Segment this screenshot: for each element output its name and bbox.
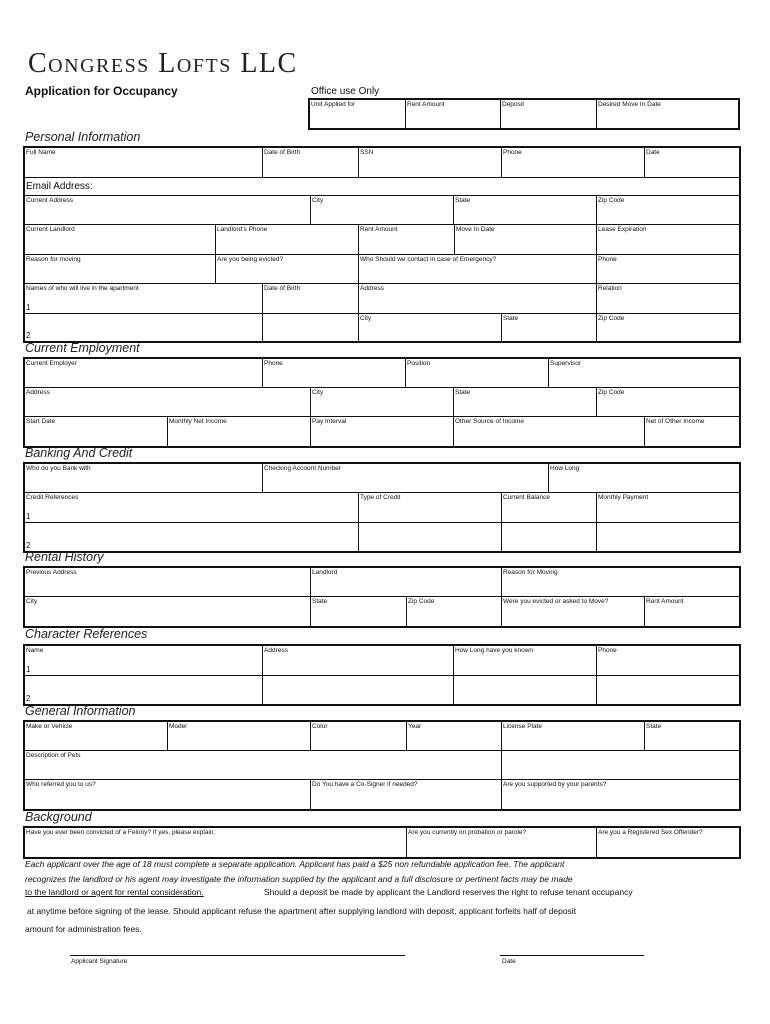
dob-field[interactable]	[263, 148, 359, 178]
office-deposit-label: Deposit	[502, 101, 525, 108]
prev-city-field[interactable]	[25, 597, 311, 626]
credit-type-label: Type of Credit	[360, 494, 401, 501]
general-box	[23, 720, 741, 811]
credit-ref-1-number: 1	[26, 512, 31, 521]
prev-rent-label: Rent Amount	[646, 598, 684, 605]
prev-rent-field[interactable]	[645, 597, 739, 626]
full-name-field[interactable]	[25, 148, 263, 178]
vehicle-model-field[interactable]	[168, 722, 311, 751]
vehicle-color-label: Color	[312, 723, 328, 730]
employer-phone-label: Phone	[264, 360, 283, 367]
state-field[interactable]	[454, 196, 597, 225]
office-movein-field[interactable]	[597, 100, 738, 128]
email-field[interactable]	[25, 178, 739, 196]
checking-field[interactable]	[263, 464, 549, 493]
vehicle-make-label: Make or Vehicle	[26, 723, 73, 730]
ssn-label: SSN	[360, 149, 374, 156]
payment-label: Monthly Payment	[598, 494, 649, 501]
emergency-phone-field[interactable]	[597, 255, 739, 284]
prev-reason-label: Reason for Moving	[503, 569, 558, 576]
occupant-1-dob-field[interactable]	[263, 284, 359, 314]
vehicle-make-field[interactable]	[25, 722, 168, 751]
position-label: Position	[407, 360, 431, 367]
email-label: Email Address:	[26, 181, 93, 192]
prev-state-field[interactable]	[311, 597, 407, 626]
occupant-1-number: 1	[26, 303, 31, 312]
occupant-1-field[interactable]	[25, 284, 263, 314]
vehicle-state-label: State	[646, 723, 662, 730]
office-use-box	[308, 98, 740, 130]
cosigner-label: Do You have a Co-Signer if needed?	[312, 781, 418, 788]
current-address-label: Current Address	[26, 197, 73, 204]
note-line-4: at anytime before signing of the lease. Should applicant refuse the apartment after supplying landlord with deposit, applicant forfeits half of deposit	[27, 906, 577, 916]
ref-2-number: 2	[26, 694, 31, 703]
bank-label: Who do you Bank with	[26, 465, 91, 472]
position-field[interactable]	[406, 359, 549, 388]
zip-label: Zip Code	[598, 197, 625, 204]
supported-label: Are you supported by your parents?	[503, 781, 607, 788]
dob-label: Date of Birth	[264, 149, 301, 156]
ref-phone-label: Phone	[598, 647, 617, 654]
employer-state-field[interactable]	[454, 388, 597, 417]
monthly-income-label: Monthly Net Income	[169, 418, 227, 425]
offender-label: Are you a Registered Sex Offender?	[598, 829, 703, 836]
relation-field[interactable]	[597, 284, 739, 314]
credit-type-2-field[interactable]	[359, 523, 502, 551]
emergency-contact-label: Who Should we contact in case of Emergency?	[360, 256, 497, 263]
net-other-field[interactable]	[645, 417, 739, 446]
employer-city-field[interactable]	[311, 388, 454, 417]
prev-zip-field[interactable]	[407, 597, 502, 626]
start-date-label: Start Date	[26, 418, 56, 425]
vehicle-year-label: Year	[408, 723, 422, 730]
section-background-heading: Background	[25, 810, 92, 824]
cosigner-field[interactable]	[311, 780, 502, 809]
rent-amount-label: Rent Amount	[360, 226, 398, 233]
signature-date-label: Date	[502, 958, 516, 965]
full-name-label: Full Name	[26, 149, 56, 156]
supported-field[interactable]	[502, 780, 739, 809]
employment-box	[23, 357, 741, 448]
balance-2-field[interactable]	[502, 523, 597, 551]
emergency-state-label: State	[503, 315, 519, 322]
employer-phone-field[interactable]	[263, 359, 406, 388]
occupant-2-dob-field[interactable]	[263, 314, 359, 341]
ref-1-number: 1	[26, 665, 31, 674]
note-line-1: Each applicant over the age of 18 must complete a separate application. Applicant has paid a $25 non refundable application fee. The applicant	[25, 859, 565, 869]
employer-field[interactable]	[25, 359, 263, 388]
ref-1-phone-field[interactable]	[597, 646, 739, 676]
note-line-5: amount for administration fees.	[25, 924, 142, 934]
emergency-phone-label: Phone	[598, 256, 617, 263]
employer-address-label: Address	[26, 389, 50, 396]
vehicle-color-field[interactable]	[311, 722, 407, 751]
office-unit-field[interactable]	[310, 100, 406, 128]
pay-interval-field[interactable]	[311, 417, 454, 446]
payment-2-field[interactable]	[597, 523, 739, 551]
relation-label: Relation	[598, 285, 622, 292]
landlord-phone-field[interactable]	[216, 225, 359, 255]
credit-type-1-field[interactable]	[359, 493, 502, 523]
prev-zip-label: Zip Code	[408, 598, 435, 605]
rental-box	[23, 566, 741, 628]
lease-exp-field[interactable]	[597, 225, 739, 255]
referred-field[interactable]	[25, 780, 311, 809]
landlord-phone-label: Landlord's Phone	[217, 226, 268, 233]
section-personal-heading: Personal Information	[25, 130, 141, 144]
license-plate-label: License Plate	[503, 723, 543, 730]
note-line-3a: to the landlord or agent for rental consideration.	[25, 887, 204, 897]
current-address-field[interactable]	[25, 196, 311, 225]
occupant-dob-label: Date of Birth	[264, 285, 301, 292]
license-plate-field[interactable]	[502, 722, 645, 751]
ref-2-phone-field[interactable]	[597, 676, 739, 704]
section-employment-heading: Current Employment	[25, 341, 140, 355]
move-in-label: Move In Date	[456, 226, 495, 233]
reason-moving-field[interactable]	[25, 255, 216, 284]
ref-1-known-field[interactable]	[454, 646, 597, 676]
ref-name-label: Name	[26, 647, 44, 654]
office-unit-label: Unit Applied for	[311, 101, 356, 108]
ref-2-known-field[interactable]	[454, 676, 597, 704]
lease-exp-label: Lease Expiration	[598, 226, 647, 233]
applicant-signature-label: Applicant Signature	[71, 958, 128, 965]
bank-field[interactable]	[25, 464, 263, 493]
current-landlord-field[interactable]	[25, 225, 216, 255]
office-movein-label: Desired Move In Date	[598, 101, 661, 108]
probation-label: Are you currently on probation or parole?	[408, 829, 527, 836]
section-rental-heading: Rental History	[25, 550, 104, 564]
vehicle-model-label: Model	[169, 723, 187, 730]
note-line-3b: Should a deposit be made by applicant the Landlord reserves the right to refuse tenant occupancy	[264, 887, 633, 897]
date-field[interactable]	[645, 148, 739, 178]
emergency-zip-field[interactable]	[597, 314, 739, 341]
credit-ref-1-field[interactable]	[25, 493, 359, 523]
prev-landlord-field[interactable]	[311, 568, 502, 597]
prev-reason-field[interactable]	[502, 568, 739, 597]
office-rent-field[interactable]	[406, 100, 501, 128]
employer-state-label: State	[455, 389, 471, 396]
prev-evicted-label: Were you evicted or asked to Move?	[503, 598, 609, 605]
employer-label: Current Employer	[26, 360, 77, 367]
ref-1-name-field[interactable]	[25, 646, 263, 676]
net-other-label: Net of Other Income	[646, 418, 705, 425]
ref-1-address-field[interactable]	[263, 646, 454, 676]
emergency-address-field[interactable]	[359, 284, 597, 314]
credit-refs-label: Credit References	[26, 494, 79, 501]
supervisor-field[interactable]	[549, 359, 739, 388]
balance-label: Current Balance	[503, 494, 550, 501]
bank-how-long-field[interactable]	[549, 464, 739, 493]
section-references-heading: Character References	[25, 627, 148, 641]
section-banking-heading: Banking And Credit	[25, 446, 133, 460]
credit-ref-2-number: 2	[26, 541, 31, 550]
zip-field[interactable]	[597, 196, 739, 225]
references-box	[23, 644, 741, 706]
ref-2-name-field[interactable]	[25, 676, 263, 704]
prev-state-label: State	[312, 598, 328, 605]
prev-address-label: Previous Address	[26, 569, 77, 576]
background-box	[23, 826, 741, 859]
employer-address-field[interactable]	[25, 388, 311, 417]
probation-field[interactable]	[407, 828, 597, 857]
prev-address-field[interactable]	[25, 568, 311, 597]
pets-extra-field[interactable]	[502, 751, 739, 780]
felony-label: Have you ever been convicted of a Felony? If yes, please explain:	[26, 829, 216, 836]
emergency-city-field[interactable]	[359, 314, 502, 341]
section-general-heading: General Information	[25, 704, 136, 718]
phone-field[interactable]	[502, 148, 645, 178]
banking-box	[23, 462, 741, 553]
signature-date-line[interactable]	[500, 955, 644, 956]
prev-landlord-label: Landlord	[312, 569, 338, 576]
vehicle-year-field[interactable]	[407, 722, 502, 751]
move-in-field[interactable]	[455, 225, 597, 255]
ref-address-label: Address	[264, 647, 288, 654]
bank-how-long-label: How Long	[550, 465, 580, 472]
pets-label: Description of Pets	[26, 752, 81, 759]
note-line-2: recognizes the landlord or his agent may investigate the information supplied by the applicant and a full disclosure or pertinent facts may be made	[25, 874, 573, 884]
referred-label: Who referred you to us?	[26, 781, 96, 788]
occupants-label: Names of who will live in the apartment	[26, 285, 139, 292]
pay-interval-label: Pay Interval	[312, 418, 347, 425]
emergency-zip-label: Zip Code	[598, 315, 625, 322]
personal-info-box	[23, 146, 741, 343]
payment-1-field[interactable]	[597, 493, 739, 523]
other-income-label: Other Source of Income	[455, 418, 525, 425]
occupant-2-field[interactable]	[25, 314, 263, 341]
employer-zip-field[interactable]	[597, 388, 739, 417]
emergency-state-field[interactable]	[502, 314, 597, 341]
checking-label: Checking Account Number	[264, 465, 341, 472]
credit-ref-2-field[interactable]	[25, 523, 359, 551]
date-label: Date	[646, 149, 660, 156]
office-rent-label: Rent Amount	[407, 101, 445, 108]
reason-moving-label: Reason for moving	[26, 256, 81, 263]
city-label: City	[312, 197, 324, 204]
employer-zip-label: Zip Code	[598, 389, 625, 396]
other-income-field[interactable]	[454, 417, 645, 446]
evicted-field[interactable]	[216, 255, 359, 284]
prev-evicted-field[interactable]	[502, 597, 645, 626]
ssn-field[interactable]	[359, 148, 502, 178]
occupant-2-number: 2	[26, 331, 31, 340]
state-label: State	[455, 197, 471, 204]
monthly-income-field[interactable]	[168, 417, 311, 446]
ref-2-address-field[interactable]	[263, 676, 454, 704]
emergency-address-label: Address	[360, 285, 384, 292]
ref-known-label: How Long have you known	[455, 647, 534, 654]
city-field[interactable]	[311, 196, 454, 225]
company-name: Congress Lofts LLC	[28, 48, 298, 79]
applicant-signature-line[interactable]	[70, 955, 405, 956]
vehicle-state-field[interactable]	[645, 722, 739, 751]
phone-label: Phone	[503, 149, 522, 156]
start-date-field[interactable]	[25, 417, 168, 446]
pets-field[interactable]	[25, 751, 502, 780]
form-title: Application for Occupancy	[25, 84, 178, 98]
current-landlord-label: Current Landlord	[26, 226, 75, 233]
emergency-contact-field[interactable]	[359, 255, 597, 284]
prev-city-label: City	[26, 598, 38, 605]
supervisor-label: Supervisor	[550, 360, 582, 367]
evicted-label: Are you being evicted?	[217, 256, 284, 263]
offender-field[interactable]	[597, 828, 739, 857]
rent-amount-field[interactable]	[359, 225, 455, 255]
felony-field[interactable]	[25, 828, 407, 857]
employer-city-label: City	[312, 389, 324, 396]
office-use-label: Office use Only	[311, 86, 380, 97]
office-deposit-field[interactable]	[501, 100, 597, 128]
balance-1-field[interactable]	[502, 493, 597, 523]
emergency-city-label: City	[360, 315, 372, 322]
